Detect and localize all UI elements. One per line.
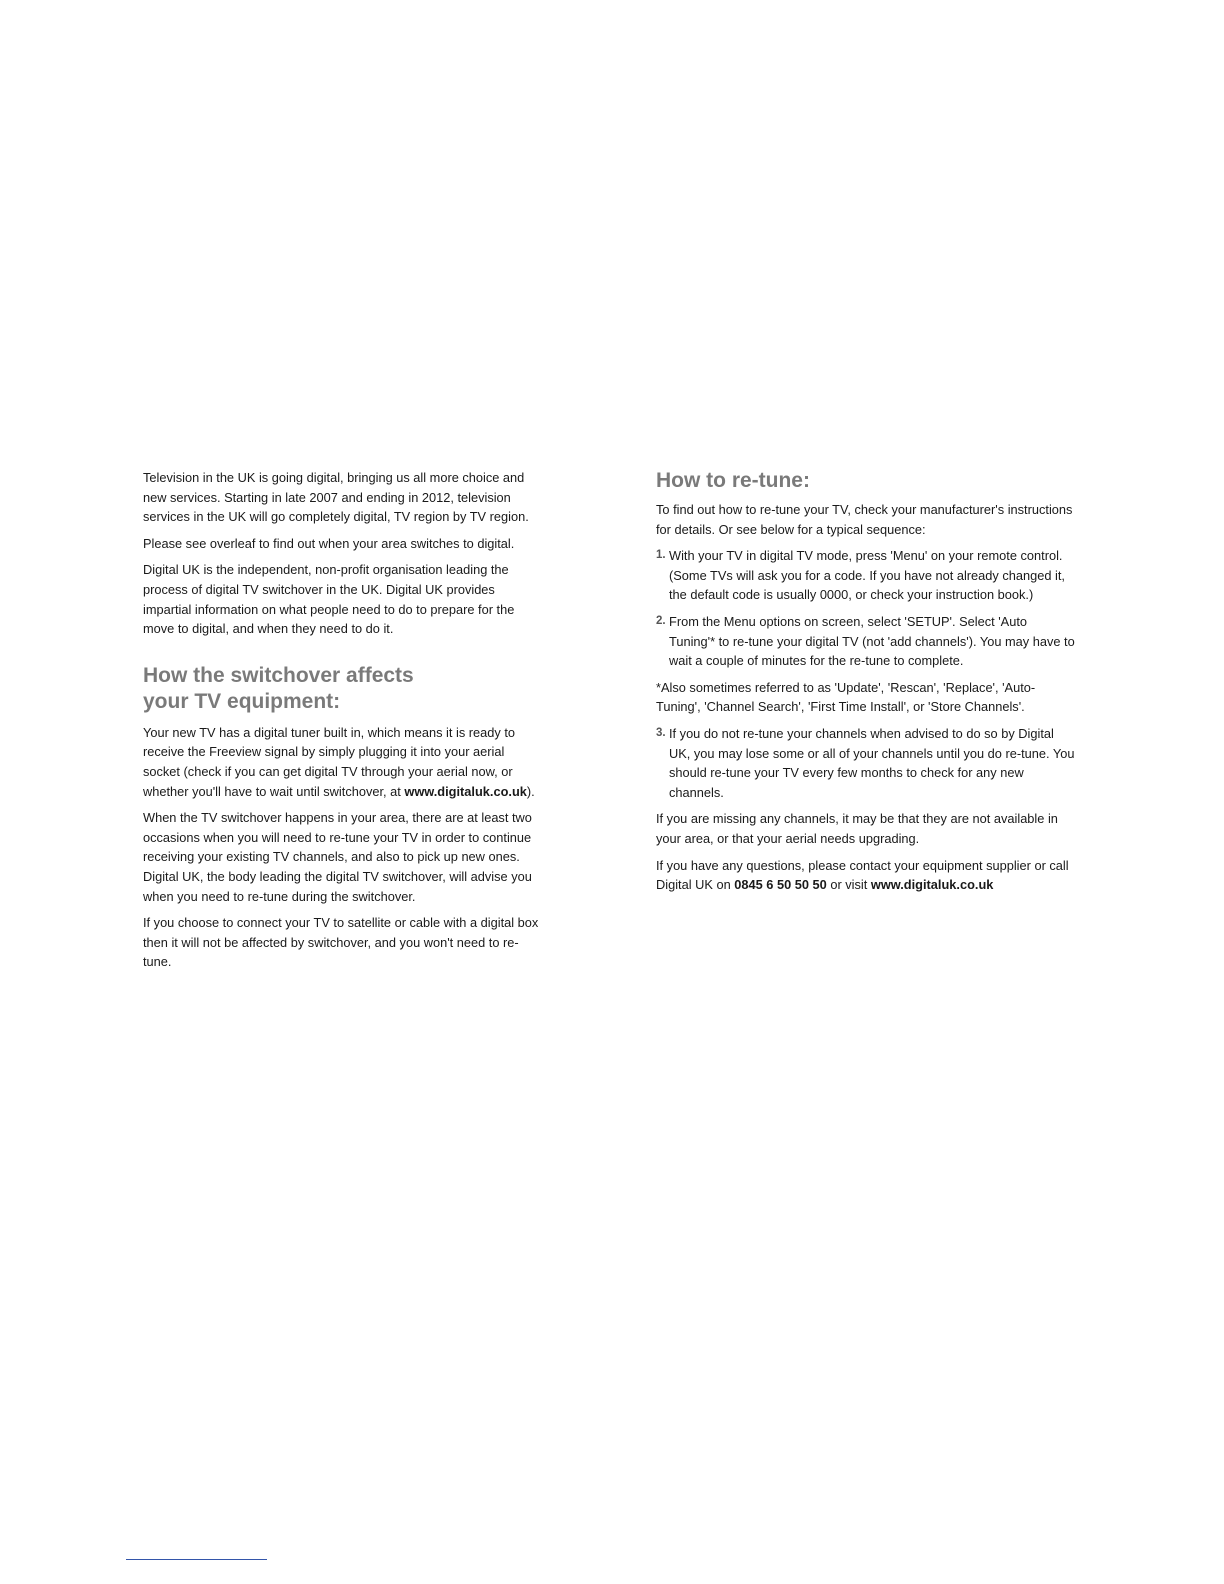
- step-text: From the Menu options on screen, select 'SETUP'. Select 'Auto Tuning'* to re-tune your digital TV (not 'add channels'). You may have to wait a couple of minutes for the re-tune to complete.: [669, 613, 1075, 669]
- step-number: 3.: [656, 726, 666, 739]
- step-text: With your TV in digital TV mode, press 'Menu' on your remote control. (Some TVs will ask you for a code. If you have not already changed it, the default code is usually 0000, or check your instruction book.): [669, 548, 1065, 603]
- intro-paragraph: Television in the UK is going digital, bringing us all more choice and new services. Starting in late 2007 and ending in 2012, television services in the UK will go completely digital, TV region by TV region.: [143, 470, 529, 525]
- contact-paragraph: [656, 856, 1076, 895]
- overleaf-note: Please see overleaf to find out when your area switches to digital.: [143, 535, 515, 551]
- tuner-paragraph-end: ).: [526, 783, 535, 799]
- footnote-divider: [126, 1559, 267, 1560]
- retune-intro: To find out how to re-tune your TV, check your manufacturer's instructions for details. Or see below for a typical sequence:: [656, 502, 1073, 537]
- tuner-paragraph-text: Your new TV has a digital tuner built in, which means it is ready to receive the Freeview signal by simply plugging it into your aerial socket (check if you can get digital TV through your aerial now, or whether you'll have to wait until switchover, at: [143, 724, 516, 799]
- retune-occasions-paragraph: When the TV switchover happens in your area, there are at least two occasions when you will need to re-tune your TV in order to continue receiving your existing TV channels, and also to pick up new ones. Digital UK, the body leading the digital TV switchover, will advise you when you need to re-tune during the switchover.: [143, 810, 532, 904]
- satellite-cable-paragraph: If you choose to connect your TV to satellite or cable with a digital box then it will not be affected by switchover, and you won't need to re-tune.: [143, 915, 539, 970]
- retune-steps-list-continued: [656, 724, 1076, 802]
- digitaluk-contact-link[interactable]: www.digitaluk.co.uk: [870, 877, 994, 893]
- step-number: 1.: [656, 549, 666, 562]
- contact-text-middle: or visit: [826, 877, 871, 893]
- switchover-heading: How the switchover affects your TV equipment:: [143, 663, 414, 713]
- step-item: [656, 724, 1076, 802]
- right-column: [656, 468, 1076, 902]
- step-item: [656, 546, 1076, 605]
- tuner-paragraph: [143, 723, 543, 801]
- digital-uk-description: Digital UK is the independent, non-profit organisation leading the process of digital TV switchover in the UK. Digital UK provides impartial information on what people need to do to prepare for the move to digital, and when they need to do it.: [143, 562, 515, 637]
- digitaluk-link[interactable]: www.digitaluk.co.uk: [404, 783, 527, 799]
- retune-heading: How to re-tune:: [656, 469, 810, 492]
- missing-channels-paragraph: If you are missing any channels, it may be that they are not available in your area, or that your aerial needs upgrading.: [656, 811, 1058, 846]
- retune-steps-list: [656, 546, 1076, 671]
- step-number: 2.: [656, 614, 666, 627]
- phone-number: 0845 6 50 50 50: [734, 877, 827, 893]
- auto-tuning-footnote: *Also sometimes referred to as 'Update', 'Rescan', 'Replace', 'Auto-Tuning', 'Channel Search', 'First Time Install', or 'Store Channels'.: [656, 679, 1036, 715]
- left-column: [143, 468, 543, 979]
- contact-text: If you have any questions, please contact your equipment supplier or call Digital UK on: [656, 857, 1069, 893]
- step-item: [656, 612, 1076, 671]
- step-text: If you do not re-tune your channels when advised to do so by Digital UK, you may lose some or all of your channels until you do re-tune. You should re-tune your TV every few months to check for any new channels.: [669, 725, 1075, 800]
